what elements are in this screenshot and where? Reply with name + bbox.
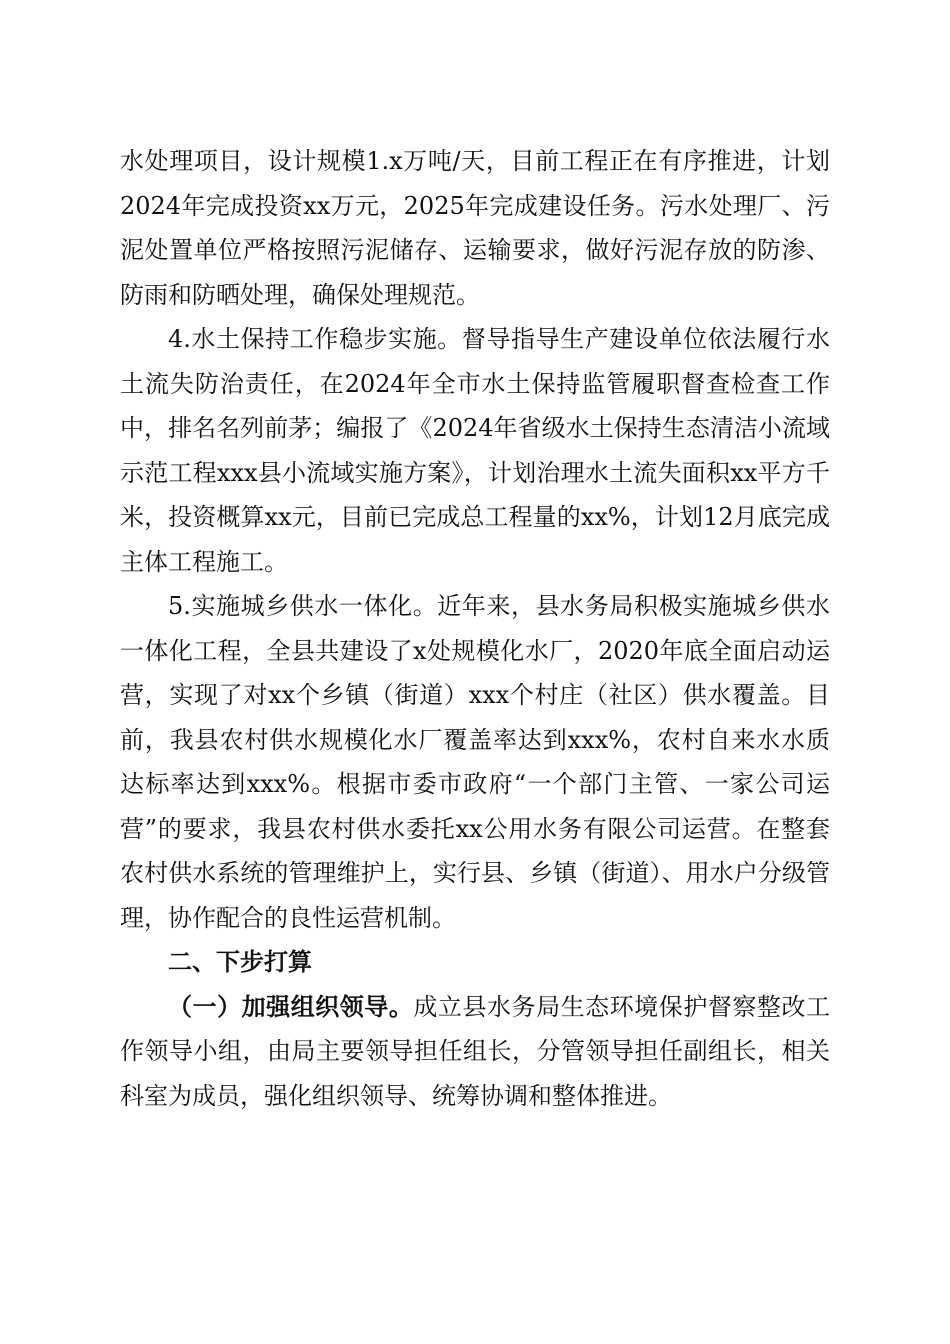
- subsection-lead: （一）加强组织领导。: [168, 991, 414, 1021]
- paragraph-water-supply: 5.实施城乡供水一体化。近年来，县水务局积极实施城乡供水一体化工程，全县共建设了x处规模化水厂，2020年底全面启动运营，实现了对xx个乡镇（街道）xxx个村庄（社区）供水覆盖。目前，我县农村供水规模化水厂覆盖率达到xxx%，农村自来水水质达标率达到xxx%。根据市委市政府“一个部门主管、一家公司运营”的要求，我县农村供水委托xx公用水务有限公司运营。在整套农村供水系统的管理维护上，实行县、乡镇（街道）、用水户分级管理，协作配合的良性运营机制。: [120, 592, 830, 932]
- document-body: [120, 139, 830, 1118]
- subsection-body: 成立县水务局生态环境保护督察整改工作领导小组，由局主要领导担任组长，分管领导担任副组长，相关科室为成员，强化组织领导、统筹协调和整体推进。: [120, 992, 831, 1110]
- section-heading: 二、下步打算: [168, 948, 312, 976]
- paragraph-organization: [120, 985, 830, 1119]
- paragraph-soil-conservation: 4.水土保持工作稳步实施。督导指导生产建设单位依法履行水土流失防治责任，在2024年全市水土保持监管履职督查检查工作中，排名名列前茅；编报了《2024年省级水土保持生态清洁小流域示范工程xxx县小流域实施方案》，计划治理水土流失面积xx平方千米，投资概算xx元，目前已完成总工程量的xx%，计划12月底完成主体工程施工。: [120, 325, 830, 576]
- paragraph-continuation: 水处理项目，设计规模1.x万吨/天，目前工程正在有序推进，计划2024年完成投资xx万元，2025年完成建设任务。污水处理厂、污泥处置单位严格按照污泥储存、运输要求，做好污泥存放的防渗、防雨和防晒处理，确保处理规范。: [120, 147, 830, 309]
